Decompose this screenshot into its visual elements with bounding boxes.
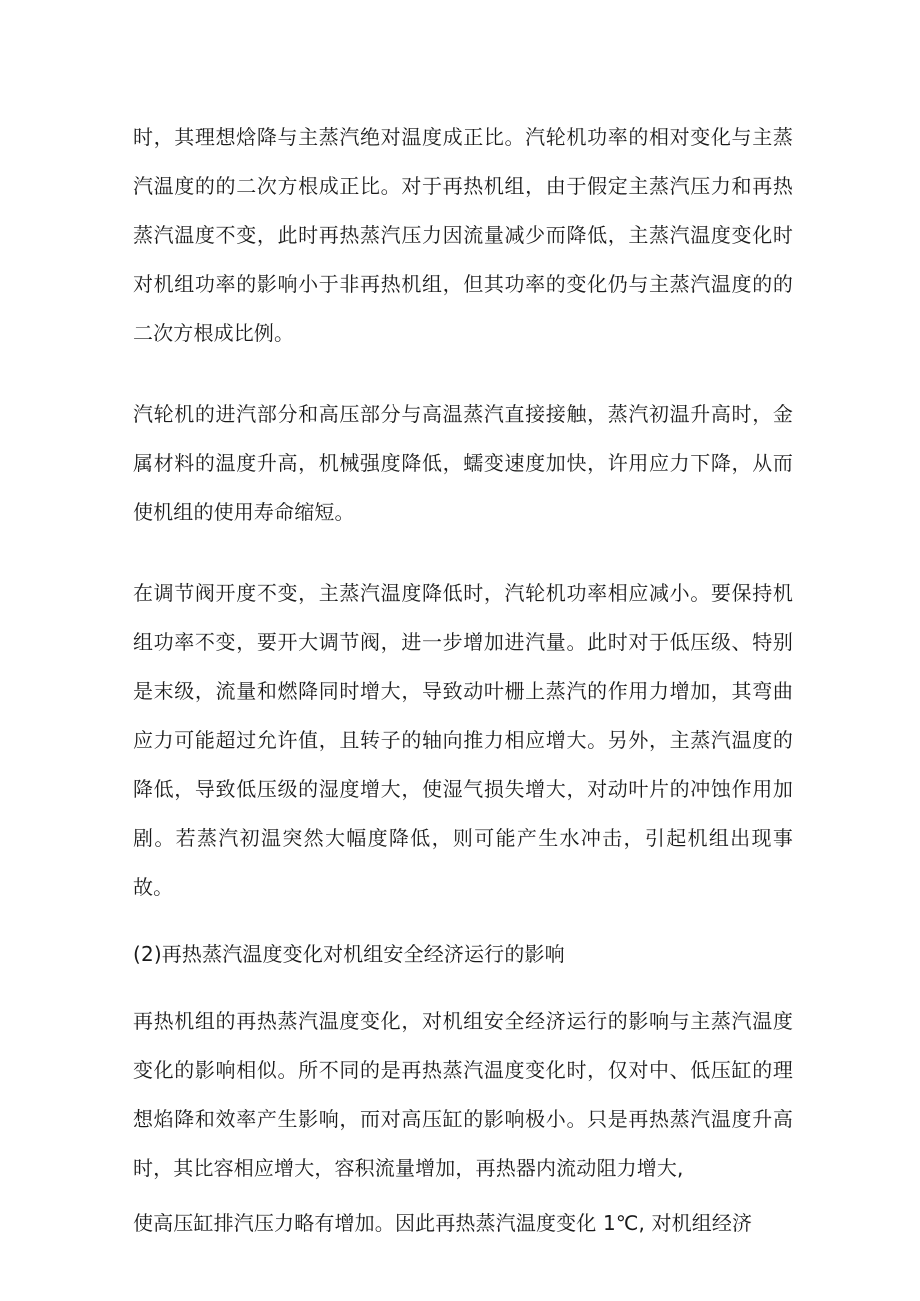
paragraph-exhaust-pressure: 使高压缸排汽压力略有增加。因此再热蒸汽温度变化 1℃, 对机组经济 — [133, 1211, 753, 1235]
paragraph-spacer — [133, 979, 793, 997]
paragraph-main-steam-temperature-effect: 时，其理想焓降与主蒸汽绝对温度成正比。汽轮机功率的相对变化与主蒸汽温度的的二次方根成正比。对于再热机组，由于假定主蒸汽压力和再热蒸汽温度不变，此时再热蒸汽压力因流量减少而降低，主蒸汽温度变化时对机组功率的影响小于非再热机组，但其功率的变化仍与主蒸汽温度的的二次方根成比例。 — [133, 125, 793, 345]
paragraph-high-temperature-material: 汽轮机的进汽部分和高压部分与高温蒸汽直接接触，蒸汽初温升高时，金属材料的温度升高，机械强度降低，蠕变速度加快，许用应力下降，从而使机组的使用寿命缩短。 — [133, 402, 793, 524]
document-body — [133, 113, 793, 1248]
paragraph-spacer — [133, 358, 793, 390]
paragraph-spacer — [133, 537, 793, 569]
paragraph-reheat-steam-effects: 再热机组的再热蒸汽温度变化，对机组安全经济运行的影响与主蒸汽温度变化的影响相似。所不同的是再热蒸汽温度变化时，仅对中、低压缸的理想焰降和效率产生影响，而对高压缸的影响极小。只是再热蒸汽温度升高时，其比容相应增大，容积流量增加，再热器内流动阻力增大, — [133, 1009, 793, 1180]
paragraph-spacer — [133, 912, 793, 930]
section-heading-reheat-steam: (2)再热蒸汽温度变化对机组安全经济运行的影响 — [133, 942, 565, 966]
paragraph-temperature-drop-effects: 在调节阀开度不变，主蒸汽温度降低时，汽轮机功率相应减小。要保持机组功率不变，要开大调节阀，进一步增加进汽量。此时对于低压级、特别是末级，流量和燃降同时增大，导致动叶栅上蒸汽的作用力增加，其弯曲应力可能超过允许值，且转子的轴向推力相应增大。另外，主蒸汽温度的降低，导致低压级的湿度增大，使湿气损失增大，对动叶片的冲蚀作用加剧。若蒸汽初温突然大幅度降低，则可能产生水冲击，引起机组出现事故。 — [133, 581, 793, 899]
